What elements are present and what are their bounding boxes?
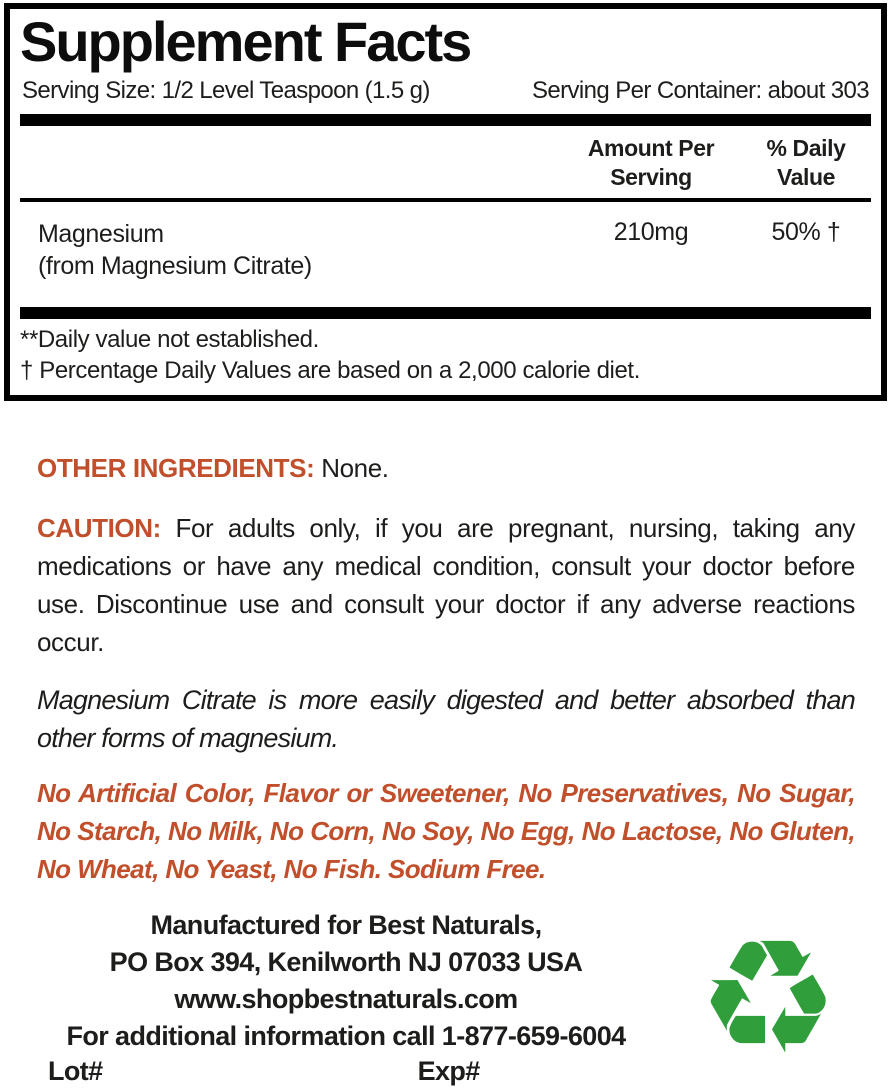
caution-label: CAUTION: (37, 512, 161, 543)
exp-label: Exp# (417, 1055, 480, 1086)
recycle-icon: ♻ (697, 905, 839, 1090)
address-line: PO Box 394, Kenilworth NJ 07033 USA (109, 946, 583, 977)
label-body-text (37, 449, 855, 888)
supplement-facts-panel (4, 3, 887, 401)
footnote-percent-dv: † Percentage Daily Values are based on a 2,000 calorie diet. (20, 356, 640, 384)
label-footer (0, 905, 891, 1090)
other-ingredients-line (37, 449, 855, 487)
facts-header-row (20, 126, 871, 198)
supplement-label (0, 3, 891, 1090)
manufacturer-block (0, 907, 692, 1018)
phone-info-line: For additional information call 1-877-659-6004 (66, 1020, 626, 1051)
nutrient-name: Magnesium (38, 219, 164, 248)
caution-text: For adults only, if you are pregnant, nursing, taking any medications or have any medical condition, consult your doctor before use. Discontinue use and consult your doctor if any adverse reactions occur. (37, 512, 855, 657)
other-ingredients-value: None. (321, 452, 389, 483)
serving-size: Serving Size: 1/2 Level Teaspoon (1.5 g) (22, 77, 430, 105)
caution-paragraph (37, 509, 855, 661)
nutrient-daily-value: 50% † (771, 217, 841, 246)
nutrient-amount: 210mg (613, 217, 689, 246)
divider-thick (20, 114, 871, 126)
lot-label: Lot# (48, 1055, 103, 1086)
absorption-note: Magnesium Citrate is more easily digested and better absorbed than other forms of magnesium. (37, 684, 855, 753)
website-line: www.shopbestnaturals.com (174, 983, 518, 1014)
nutrient-source: (from Magnesium Citrate) (38, 252, 312, 281)
allergen-free-note: No Artificial Color, Flavor or Sweetener, No Preservatives, No Sugar, No Starch, No Milk, No Corn, No Soy, No Egg, No Lactose, No Gluten, No Wheat, No Yeast, No Fish. Sodium Free. (37, 777, 855, 884)
table-row (20, 202, 871, 307)
nutrient-name-cell (20, 218, 561, 283)
column-header-amount: Amount Per Serving (587, 135, 715, 190)
footnotes (20, 319, 871, 395)
manufactured-for-line: Manufactured for Best Naturals, (150, 909, 542, 940)
column-header-daily-value: % Daily Value (766, 135, 846, 190)
serving-info-row (20, 71, 871, 114)
footnote-daily-value: **Daily value not established. (20, 325, 319, 353)
other-ingredients-label: OTHER INGREDIENTS: (37, 452, 315, 483)
panel-title: Supplement Facts (20, 10, 471, 73)
divider-thick (20, 307, 871, 319)
servings-per-container: Serving Per Container: about 303 (531, 77, 869, 105)
